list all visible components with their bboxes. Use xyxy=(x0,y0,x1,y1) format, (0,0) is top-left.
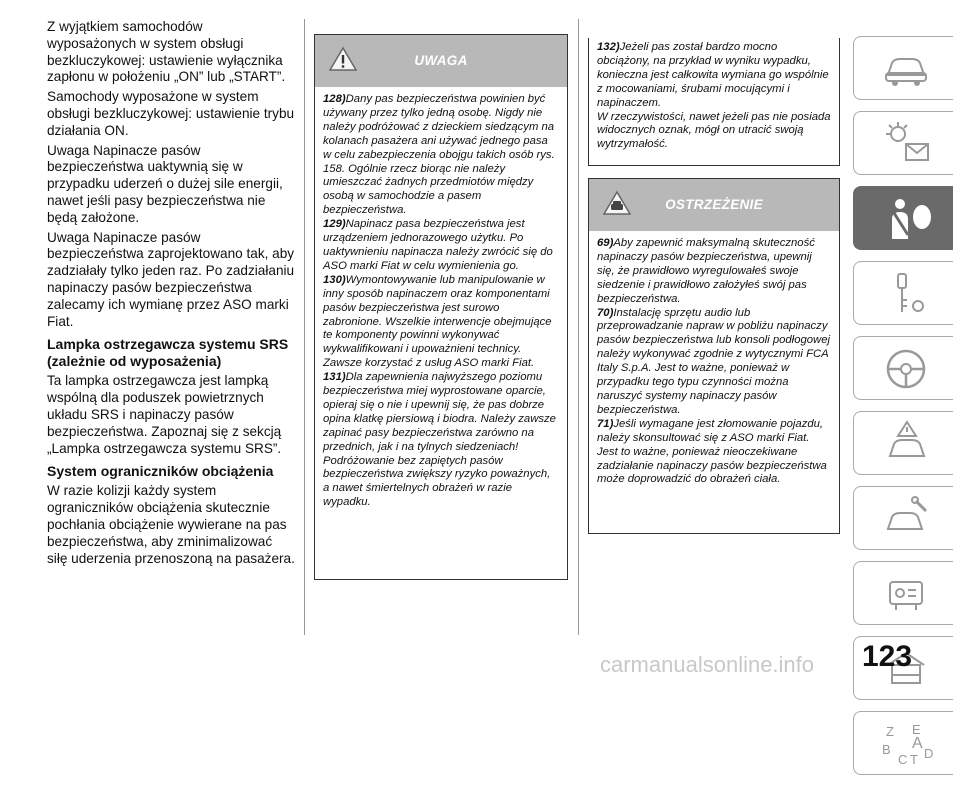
note-item xyxy=(323,371,559,510)
warning-box xyxy=(314,34,568,580)
note-text: Dany pas bezpieczeństwa powinien być używany przez tylko jedną osobę. Nigdy nie należy podróżować z dzieckiem siedzącym na kolanach pasażera ani używać jednego pasa w celu zabezpieczenia obojgu takich osób rys. 158. Ogólnie rzecz biorąc nie należy umieszczać żadnych przedmiotów między osobą w samochodzie a pasem bezpieczeństwa. xyxy=(323,93,555,217)
paragraph: Uwaga Napinacze pasów bezpieczeństwa uaktywnią się w przypadku uderzeń o dużej sile energii, nawet jeśli pasy bezpieczeństwa nie będą założone. xyxy=(47,142,283,225)
paragraph: Uwaga Napinacze pasów bezpieczeństwa zaprojektowano tak, aby zadziałały tylko jeden raz. Po zadziałaniu napinaczy pasów bezpieczeństwa zalecamy ich wymianę przez ASO marki Fiat. xyxy=(47,229,295,329)
caution-box xyxy=(588,178,840,534)
watermark: carmanualsonline.info xyxy=(600,652,815,677)
seatbelt-airbag-icon xyxy=(882,195,936,243)
note-item xyxy=(323,93,559,218)
note-text: Jeśli wymagane jest złomowanie pojazdu, należy skonsultować się z ASO marki Fiat. Jest to ważne, ponieważ nieoczekiwane zadziałanie napinaczy pasów bezpieczeństwa może doprowadzić do obrażeń ciała. xyxy=(597,417,827,486)
tab-driving[interactable] xyxy=(853,336,953,400)
note-text-extra: W rzeczywistości, nawet jeżeli pas nie posiada widocznych oznak, mógł on utracić swoją wytrzymałość. xyxy=(597,110,831,151)
note-item xyxy=(323,274,559,371)
column-divider xyxy=(578,19,579,635)
svg-text:T: T xyxy=(910,752,918,767)
svg-text:B: B xyxy=(882,742,891,757)
section-heading: System ograniczników obciążenia xyxy=(47,463,274,480)
car-icon xyxy=(882,45,930,91)
section-heading: Lampka ostrzegawcza systemu SRS (zależnie od wyposażenia) xyxy=(47,336,289,370)
note-number: 132) xyxy=(597,41,620,53)
index-icon xyxy=(882,720,938,772)
warning-car-icon xyxy=(882,420,932,466)
main-text-column xyxy=(47,19,295,570)
tab-starting[interactable] xyxy=(853,261,953,325)
note-number: 128) xyxy=(323,93,346,105)
svg-text:E: E xyxy=(912,722,921,737)
note-number: 131) xyxy=(323,371,346,384)
note-text: Aby zapewnić maksymalną skuteczność napinaczy pasów bezpieczeństwa, upewnij się, że prawidłowo wyregulowałeś swoje siedzenie i prawidłowo założyłeś swój pas bezpieczeństwa. xyxy=(597,237,815,305)
tab-maintenance[interactable] xyxy=(853,486,953,550)
paragraph: Ta lampka ostrzegawcza jest lampką wspólną dla poduszek powietrznych układu SRS i napinaczy pasów bezpieczeństwa. Zapoznaj się z sekcją „Lampka ostrzegawcza systemu SRS”. xyxy=(47,373,282,456)
note-item xyxy=(597,307,831,418)
paragraph: Z wyjątkiem samochodów wyposażonych w system obsługi bezkluczykowej: ustawienie wyłącznika zapłonu w położeniu „ON” lub „START”. xyxy=(47,19,286,85)
tab-vehicle[interactable] xyxy=(853,36,953,100)
svg-text:D: D xyxy=(924,746,934,761)
note-number: 130) xyxy=(323,273,346,286)
note-text: Jeżeli pas został bardzo mocno obciążony, na przykład w wyniku wypadku, konieczna jest całkowita wymiana go wspólnie z mocowaniami, śrubami mocującymi i napinaczem. xyxy=(597,41,829,109)
paragraph: Samochody wyposażone w system obsługi bezkluczykowej: ustawienie trybu działania ON. xyxy=(47,89,295,138)
note-number: 69) xyxy=(597,237,614,249)
paragraph: W razie kolizji każdy system ograniczników obciążenia skutecznie pochłania obciążenie wywierane na pas bezpieczeństwa, aby zminimalizować siłę uderzenia przenoszoną na pasażera. xyxy=(47,483,295,566)
warning-body xyxy=(315,87,567,514)
wrench-car-icon xyxy=(882,495,932,541)
caution-box-header xyxy=(589,179,839,231)
note-text: Instalację sprzętu audio lub przeprowadzanie napraw w pobliżu napinaczy pasów bezpieczeństwa lub konsoli podłogowej należy wykonywać zgodnie z wytycznymi FCA Italy S.p.A. Jest to ważne, ponieważ w przypadku tego typu czynności można naruszyć systemy napinaczy pasów bezpieczeństwa. xyxy=(597,306,830,416)
tab-index[interactable] xyxy=(853,711,953,775)
tab-technical-data[interactable] xyxy=(853,561,953,625)
note-item xyxy=(597,237,831,307)
note-number: 71) xyxy=(597,417,614,430)
tab-dashboard-lights[interactable] xyxy=(853,111,953,175)
warning-title: UWAGA xyxy=(414,53,468,68)
continuation-body xyxy=(589,38,839,156)
tab-safety[interactable] xyxy=(853,186,953,250)
steering-wheel-icon xyxy=(882,345,930,393)
svg-text:C: C xyxy=(898,752,908,767)
note-text: Napinacz pasa bezpieczeństwa jest urządzeniem jednorazowego użytku. Po uaktywnieniu napinacza należy zwrócić się do ASO marki Fiat w celu wymienienia go. xyxy=(323,218,553,272)
note-item xyxy=(323,218,559,274)
technical-data-icon xyxy=(882,570,930,616)
note-item xyxy=(597,41,831,111)
key-icon xyxy=(882,270,930,318)
caution-title: OSTRZEŻENIE xyxy=(665,197,763,212)
note-text: Dla zapewnienia najwyższego poziomu bezpieczeństwa miej wyprostowane oparcie, opieraj się o nie i upewnij się, że pas dobrze opina klatkę piersiową i biodra. Należy zawsze zapinać pasy bezpieczeństwa zarówno na przednich, jak i na tylnych siedzeniach! Podróżowanie bez zapiętych pasów bezpieczeństwa zwiększy ryzyko poważnych, a nawet śmiertelnych obrażeń w razie wypadku. xyxy=(323,371,556,509)
warning-box-header xyxy=(315,35,567,87)
note-item xyxy=(597,418,831,488)
caution-body xyxy=(589,231,839,491)
tab-emergency[interactable] xyxy=(853,411,953,475)
page-number: 123 xyxy=(862,640,913,673)
svg-text:Z: Z xyxy=(886,724,894,739)
note-number: 70) xyxy=(597,306,614,319)
dashboard-lights-icon xyxy=(882,120,934,168)
note-number: 129) xyxy=(323,218,346,231)
warning-continuation-box xyxy=(588,38,840,166)
column-divider xyxy=(304,19,305,635)
note-text: Wymontowywanie lub manipulowanie w inny sposób napinaczem oraz komponentami pasów bezpieczeństwa jest surowo zabronione. Wszelkie interwencje obejmujące te komponenty powinni wykonywać wykwalifikowani i upoważnieni technicy. Zawsze korzystać z usług ASO marki Fiat. xyxy=(323,273,552,370)
svg-text:A: A xyxy=(912,735,923,752)
